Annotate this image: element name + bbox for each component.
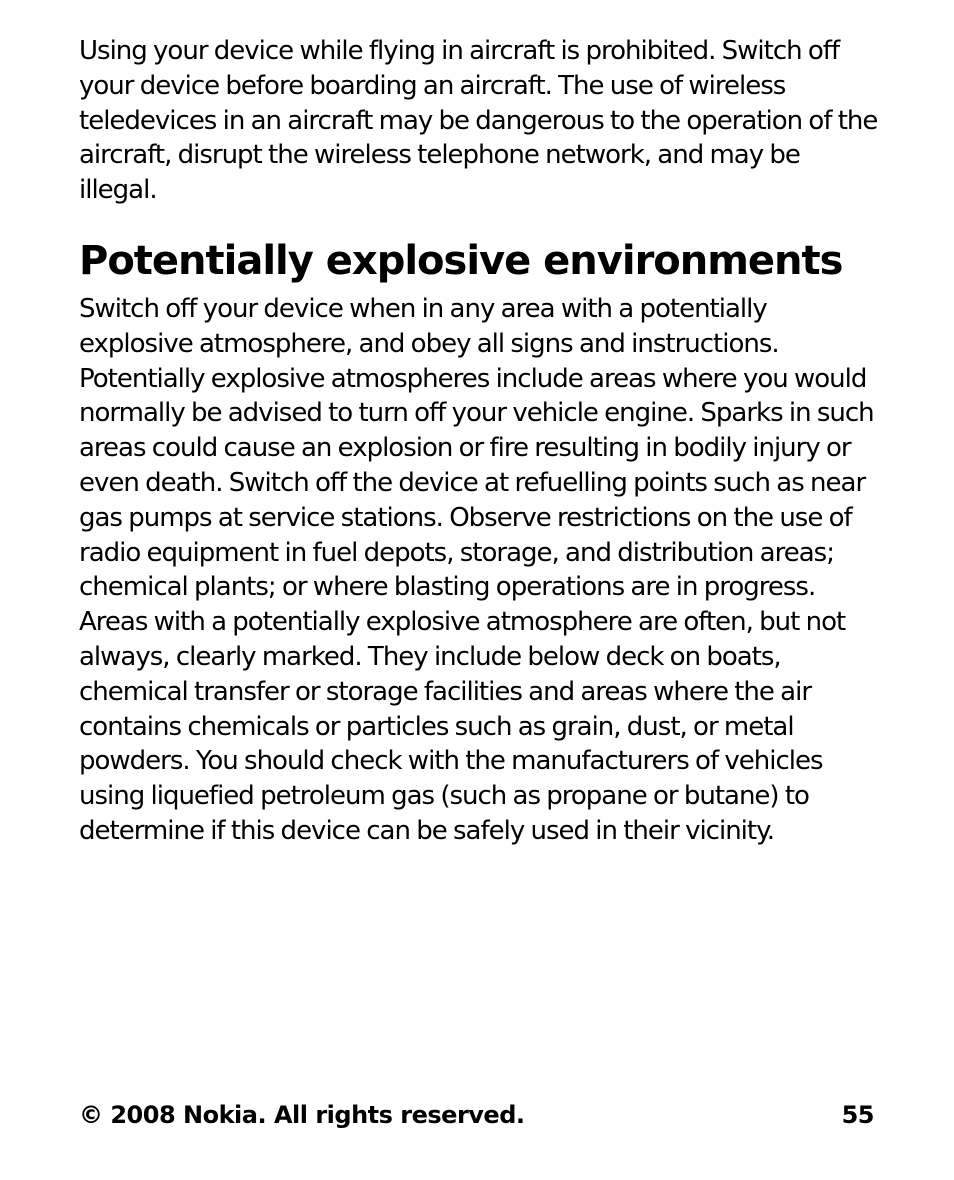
page-footer xyxy=(79,1100,874,1130)
page-number: 55 xyxy=(841,1101,874,1129)
aircraft-paragraph: Using your device while flying in aircraft is prohibited. Switch off your device before boarding an aircraft. The use of wireless teledevices in an aircraft may be dangerous to the operation of the aircraft, disrupt the wireless telephone network, and may be illegal. xyxy=(79,36,878,206)
document-page xyxy=(79,34,879,849)
section-heading: Potentially explosive environments xyxy=(79,237,843,284)
copyright-notice: © 2008 Nokia. All rights reserved. xyxy=(79,1101,525,1129)
explosive-environments-paragraph: Switch off your device when in any area with a potentially explosive atmosphere, and obey all signs and instructions. Potentially explosive atmospheres include areas where you would normally be advised to turn off your vehicle engine. Sparks in such areas could cause an explosion or fire resulting in bodily injury or even death. Switch off the device at refuelling points such as near gas pumps at service stations. Observe restrictions on the use of radio equipment in fuel depots, storage, and distribution areas; chemical plants; or where blasting operations are in progress. Areas with a potentially explosive atmosphere are often, but not always, clearly marked. They include below deck on boats, chemical transfer or storage facilities and areas where the air contains chemicals or particles such as grain, dust, or metal powders. You should check with the manufacturers of vehicles using liquefied petroleum gas (such as propane or butane) to determine if this device can be safely used in their vicinity. xyxy=(79,293,874,846)
